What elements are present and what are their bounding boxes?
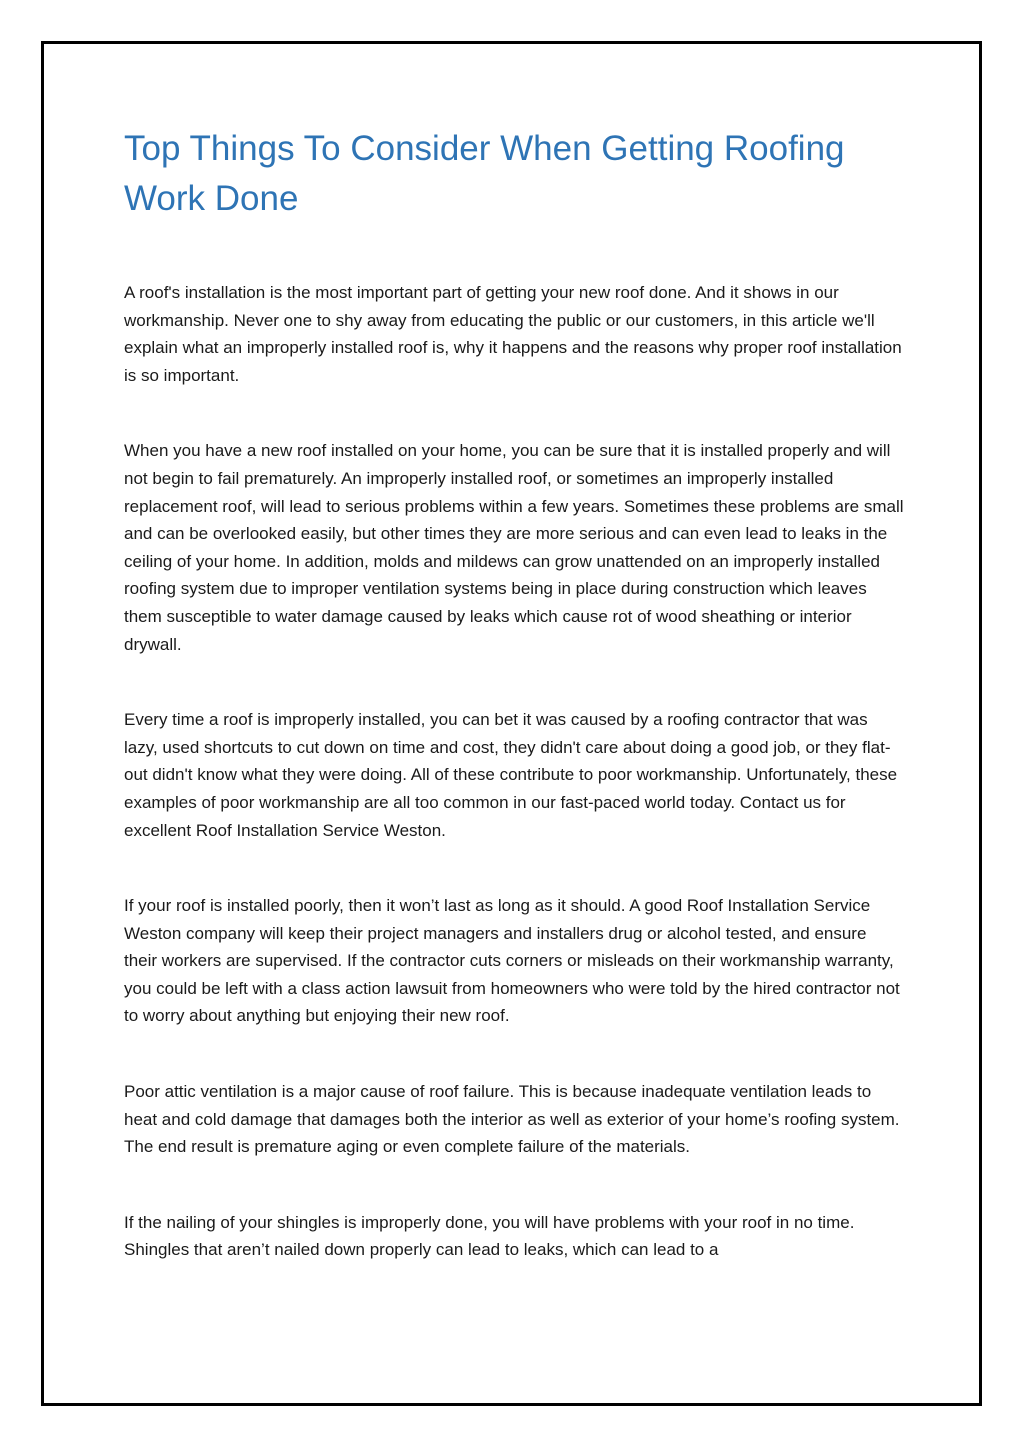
- document-body: [124, 279, 904, 1264]
- body-paragraph: If the nailing of your shingles is improperly done, you will have problems with your roof in no time. Shingles that aren’t nailed down properly can lead to leaks, which can lead to a: [124, 1212, 855, 1260]
- body-paragraph: Poor attic ventilation is a major cause of roof failure. This is because inadequate ventilation leads to heat and cold damage that damages both the interior as well as exterior of your home’s roofing system. The end result is premature aging or even complete failure of the materials.: [124, 1082, 900, 1157]
- document-title: Top Things To Consider When Getting Roofing Work Done: [124, 129, 845, 218]
- document-content: [124, 124, 904, 1312]
- body-paragraph: Every time a roof is improperly installed, you can bet it was caused by a roofing contractor that was lazy, used shortcuts to cut down on time and cost, they didn't care about doing a good job, or they flat-out didn't know what they were doing. All of these contribute to poor workmanship. Unfortunately, these examples of poor workmanship are all too common in our fast-paced world today. Contact us for excellent Roof Installation Service Weston.: [124, 710, 898, 840]
- body-paragraph: If your roof is installed poorly, then it won’t last as long as it should. A good Roof Installation Service Weston company will keep their project managers and installers drug or alcohol tested, and ensure their workers are supervised. If the contractor cuts corners or misleads on their workmanship warranty, you could be left with a class action lawsuit from homeowners who were told by the hired contractor not to worry about anything but enjoying their new roof.: [124, 896, 900, 1026]
- body-paragraph: When you have a new roof installed on your home, you can be sure that it is installed properly and will not begin to fail prematurely. An improperly installed roof, or sometimes an improperly installed replacement roof, will lead to serious problems within a few years. Sometimes these problems are small and can be overlooked easily, but other times they are more serious and can even lead to leaks in the ceiling of your home. In addition, molds and mildews can grow unattended on an improperly installed roofing system due to improper ventilation systems being in place during construction which leaves them susceptible to water damage caused by leaks which cause rot of wood sheathing or interior drywall.: [124, 441, 904, 654]
- body-paragraph: A roof's installation is the most important part of getting your new roof done. And it shows in our workmanship. Never one to shy away from educating the public or our customers, in this article we'll explain what an improperly installed roof is, why it happens and the reasons why proper roof installation is so important.: [124, 283, 902, 385]
